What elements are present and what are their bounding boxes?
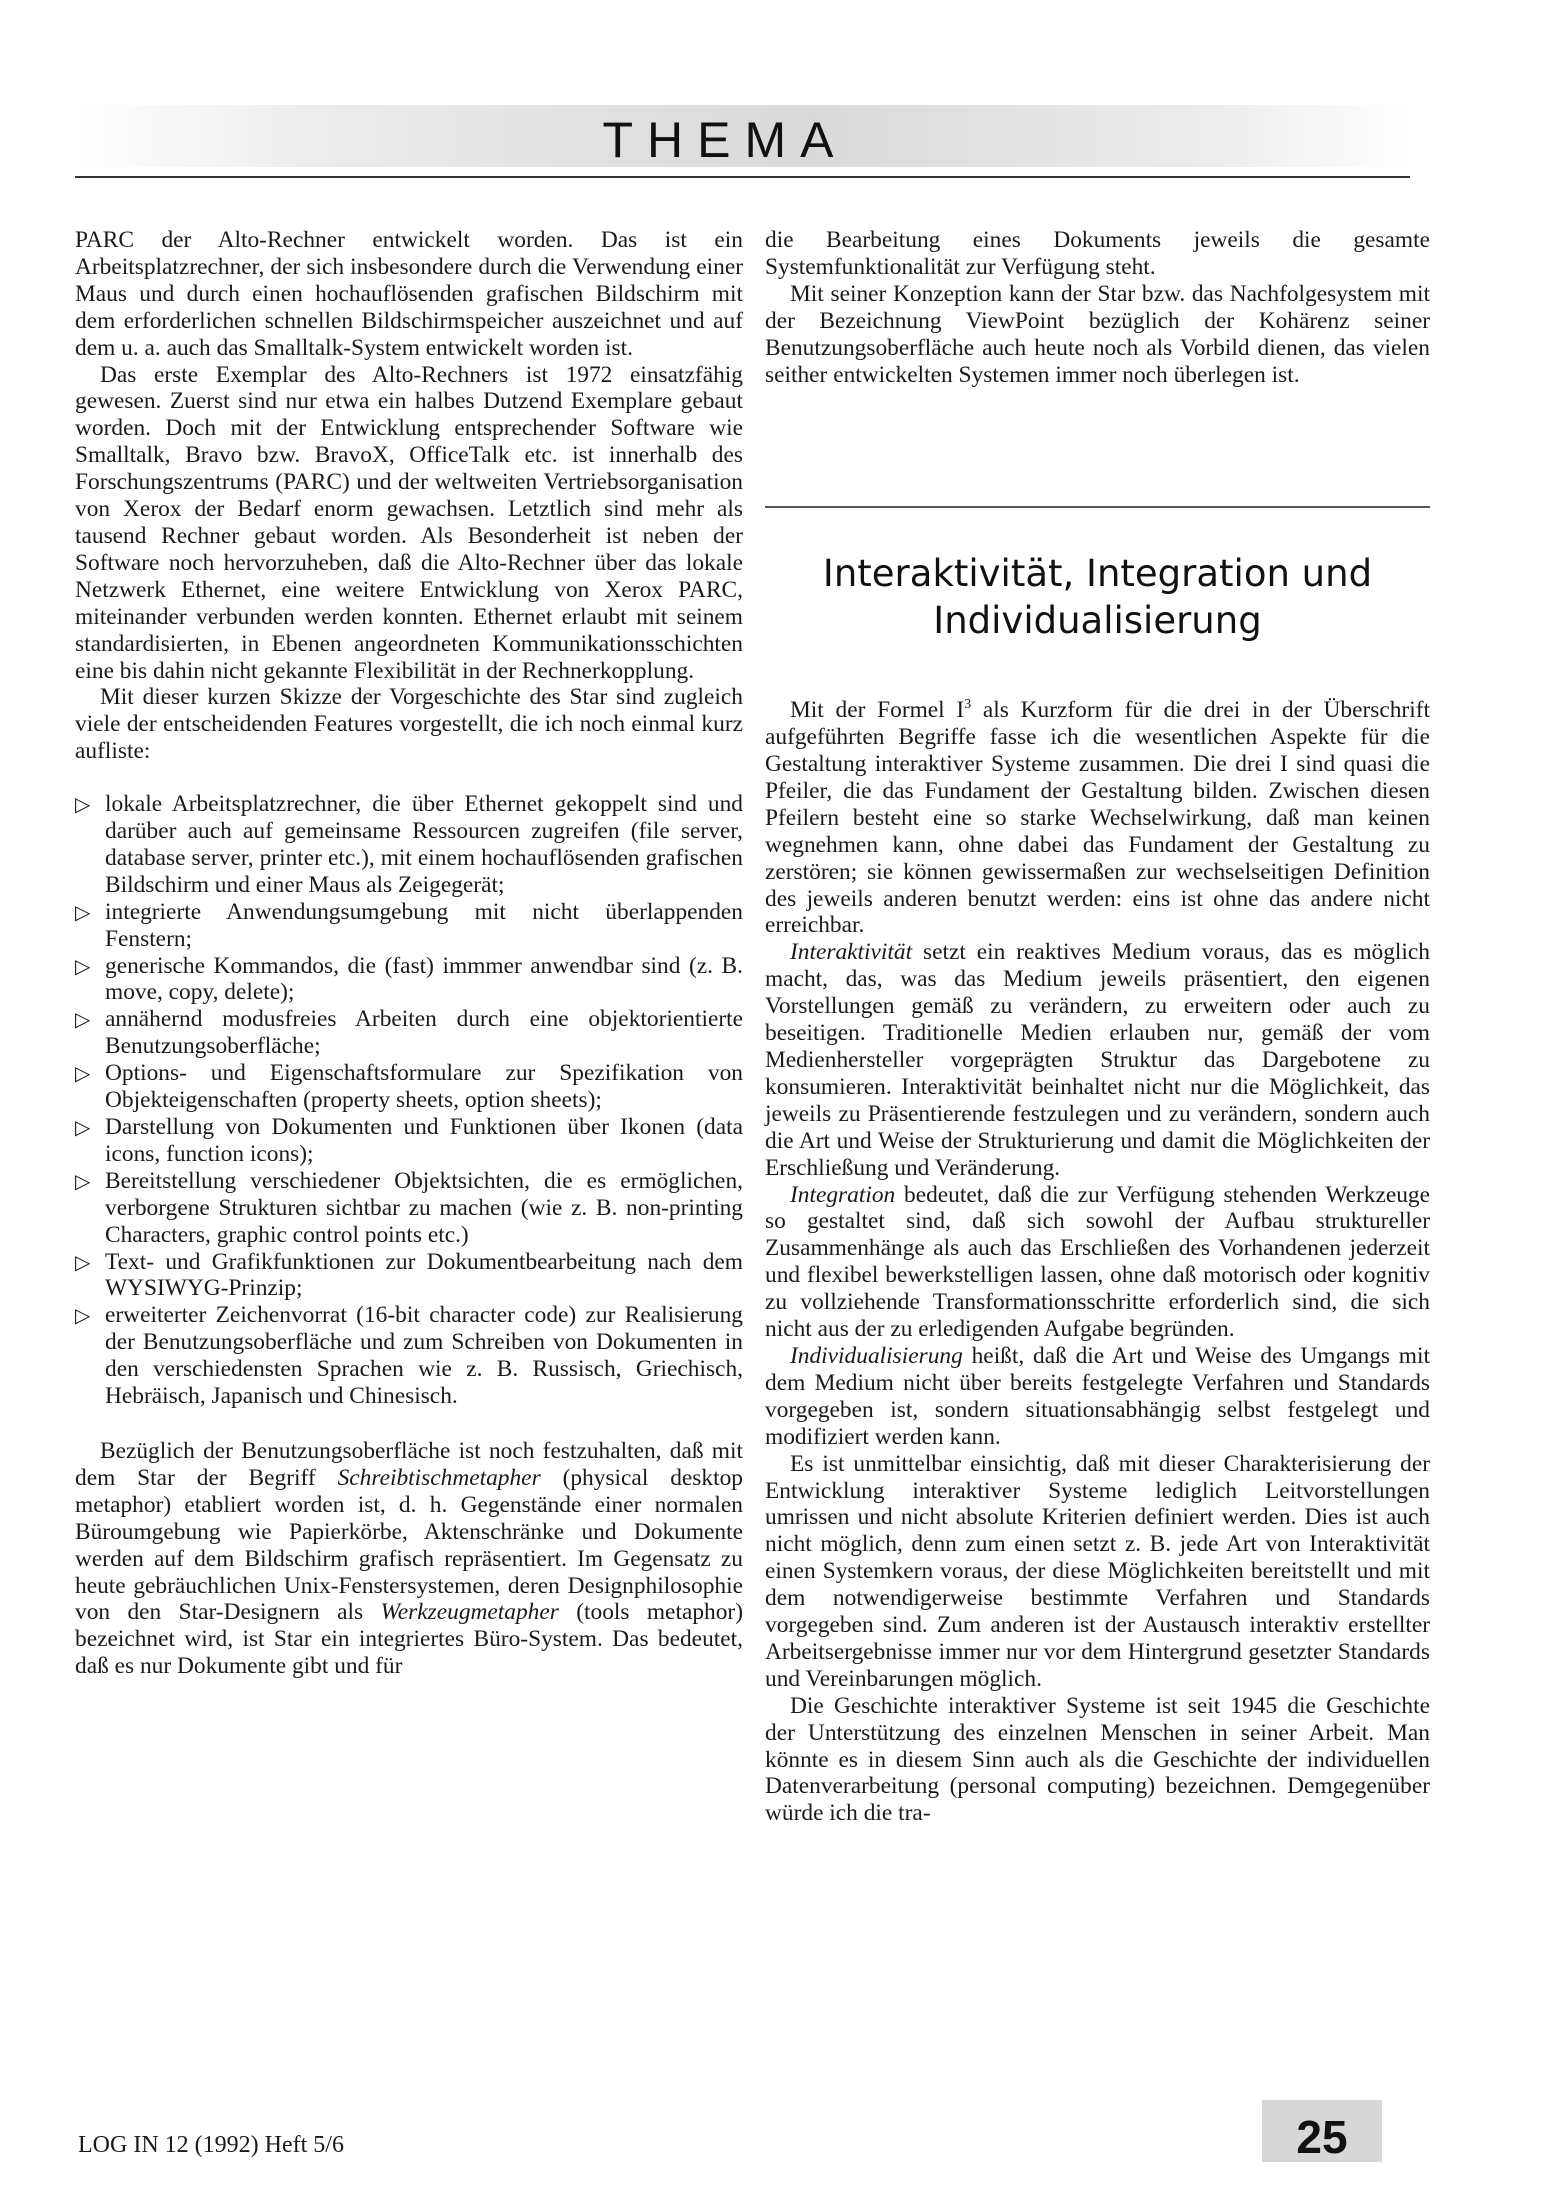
triangle-bullet-icon: ▷ — [75, 1007, 91, 1032]
list-item — [75, 791, 743, 899]
feature-list — [75, 791, 743, 1410]
journal-footer: LOG IN 12 (1992) Heft 5/6 — [78, 2132, 344, 2158]
paragraph — [75, 362, 743, 685]
list-item-text: erweiterter Zeichenvorrat (16-bit character code) zur Realisierung der Benutzungsoberfläche und zum Schreiben von Dokumenten in den verschiedensten Sprachen wie z. B. Russisch, Griechisch, Hebräisch, Japanisch und Chinesisch. — [105, 1302, 743, 1410]
list-item-text: Darstellung von Dokumenten und Funktionen über Ikonen (data icons, function icons); — [105, 1114, 743, 1167]
text: setzt ein reaktives Medium voraus, das es möglich macht, das, was das Medium jeweils präsentiert, den eigenen Vorstellungen gemäß zu verändern, zu erweitern oder auch zu beseitigen. Traditionelle Medien erlauben nur, gemäß der vom Medienhersteller vorgeprägten Struktur das Dargebotene zu konsumieren. Interaktivität beinhaltet nicht nur die Möglichkeit, das jeweils zu Präsentierende festzulegen und zu verändern, sondern auch die Art und Weise der Strukturierung und damit die Möglichkeiten der Erschließung und Veränderung. — [765, 939, 1430, 1181]
list-item-text: Text- und Grafikfunktionen zur Dokumentbearbeitung nach dem WYSIWYG-Prinzip; — [105, 1248, 743, 1302]
text: bedeutet, daß die zur Verfügung stehenden Werkzeuge so gestaltet sind, daß sich sowohl der Aufbau struktureller Zusammenhänge als auch das Erschließen des Vorhandenen jederzeit und flexibel bewerkstelligen lassen, ohne daß motorisch oder kognitiv zu vollziehende Transformationsschritte erforderlich sind, die sich nicht aus der zu erledigenden Aufgabe begründen. — [765, 1181, 1430, 1343]
text: PARC der Alto-Rechner entwickelt worden. Das ist ein Arbeitsplatzrechner, der sich insbesondere durch die Verwendung einer Maus und durch einen hochauflösenden grafischen Bildschirm mit dem erforderlichen schnellen Bildschirmspeicher auszeichnet und auf dem u. a. auch das Smalltalk-System entwickelt worden ist. — [75, 227, 743, 361]
paragraph — [765, 1693, 1430, 1828]
triangle-bullet-icon: ▷ — [75, 1115, 91, 1139]
text: Bezüglich der Benutzungsoberfläche ist noch festzuhalten, daß mit dem Star der Begriff — [75, 1437, 743, 1491]
term-integration: Integration — [790, 1181, 896, 1208]
list-item — [75, 899, 743, 953]
term-desktop-metaphor: Schreibtischmetapher — [337, 1464, 541, 1491]
triangle-bullet-icon: ▷ — [75, 1061, 91, 1086]
paragraph — [765, 1451, 1430, 1693]
paragraph — [765, 692, 1430, 939]
list-item — [75, 1302, 743, 1410]
list-item-text: Options- und Eigenschaftsformulare zur Spezifikation von Objekteigenschaften (property sheets, option sheets); — [105, 1060, 743, 1114]
paragraph — [765, 1343, 1430, 1451]
triangle-bullet-icon: ▷ — [75, 1168, 91, 1193]
paragraph — [75, 684, 743, 765]
text: Das erste Exemplar des Alto-Rechners ist 1972 einsatzfähig gewesen. Zuerst sind nur etwa ein halbes Dutzend Exemplare gebaut worden. Doch mit der Entwicklung entsprechender Software wie Smalltalk, Bravo bzw. BravoX, OfficeTalk etc. ist innerhalb des Forschungszentrums (PARC) und der weltweiten Vertriebsorganisation von Xerox der Bedarf enorm gewachsen. Letztlich sind mehr als tausend Rechner gebaut worden. Als Besonderheit ist neben der Software noch hervorzuheben, daß die Alto-Rechner über das lokale Netzwerk Ethernet, eine weitere Entwicklung von Xerox PARC, miteinander verbunden werden konnten. Ethernet erlaubt mit seinem standardisierten, in Ebenen angeordneten Kommunikationsschichten eine bis dahin nicht gekannte Flexibilität in der Rechnerkopplung. — [75, 361, 743, 684]
header-rule — [75, 176, 1410, 178]
text: Es ist unmittelbar einsichtig, daß mit dieser Charakterisierung der Entwicklung interaktiver Systeme lediglich Leitvorstellungen umrissen und nicht absolute Kriterien definiert werden. Dies ist auch nicht möglich, denn zum einen setzt z. B. jede Art von Interaktivität einen Systemkern voraus, der diese Möglichkeiten bereitstellt und mit dem notwendigerweise bestimmte Verfahren und Standards vorgegeben sind. Zum anderen ist der Austausch interaktiv erstellter Arbeitsergebnisse immer nur vor dem Hintergrund gesetzter Standards und Vereinbarungen möglich. — [765, 1450, 1430, 1692]
term-tools-metaphor: Werkzeugmetapher — [380, 1599, 559, 1626]
list-item-text: integrierte Anwendungsumgebung mit nicht überlappenden Fenstern; — [105, 898, 743, 952]
page-number: 25 — [1296, 2111, 1348, 2163]
paragraph — [765, 227, 1430, 281]
text: Die Geschichte interaktiver Systeme ist seit 1945 die Geschichte der Unterstützung des einzelnen Menschen in seiner Arbeit. Man könnte es in diesem Sinn auch als die Geschichte der individuellen Datenverarbeitung (personal computing) bezeichnen. Demgegenüber würde ich die tra- — [765, 1692, 1430, 1827]
text: Mit dieser kurzen Skizze der Vorgeschichte des Star sind zugleich viele der entscheidenden Features vorgestellt, die ich noch einmal kurz aufliste: — [75, 684, 743, 765]
triangle-bullet-icon: ▷ — [75, 1303, 91, 1328]
list-item — [75, 1060, 743, 1114]
text: (physical desktop metaphor) etabliert worden ist, d. h. Gegenstände einer normalen Büroumgebung wie Papierkörbe, Aktenschränke und Dokumente werden auf dem Bildschirm grafisch repräsentiert. Im Gegensatz zu heute gebräuchlichen Unix-Fenstersystemen, deren Designphilosophie von den Star-Designern als — [75, 1464, 743, 1626]
left-column — [75, 227, 743, 1680]
text: heißt, daß die Art und Weise des Umgangs mit dem Medium nicht über bereits festgelegte Verfahren und Standards vorgegeben ist, sondern situationsabhängig selbst festgelegt und modifiziert werden kann. — [765, 1342, 1430, 1450]
list-item-text: lokale Arbeitsplatzrechner, die über Ethernet gekoppelt sind und darüber auch auf gemeinsame Ressourcen zugreifen (file server, database server, printer etc.), mit einem hochauflösenden grafischen Bildschirm und einer Maus als Zeigegerät; — [105, 791, 743, 898]
triangle-bullet-icon: ▷ — [75, 899, 91, 924]
superscript: 3 — [964, 697, 972, 713]
text: die Bearbeitung eines Dokuments jeweils die gesamte Systemfunktionalität zur Verfügung steht. — [765, 227, 1430, 280]
text: (tools metaphor) bezeichnet wird, ist Star ein integriertes Büro-System. Das bedeutet, daß es nur Dokumente gibt und für — [75, 1599, 743, 1680]
triangle-bullet-icon: ▷ — [75, 953, 91, 978]
list-item — [75, 1006, 743, 1060]
right-column — [765, 227, 1430, 1827]
section-body — [765, 692, 1430, 1827]
paragraph — [75, 227, 743, 362]
section-heading: Interaktivität, Integration und Individualisierung — [822, 552, 1373, 643]
list-item — [75, 1249, 743, 1303]
paragraph — [75, 1438, 743, 1680]
triangle-bullet-icon: ▷ — [75, 792, 91, 817]
list-item — [75, 1114, 743, 1168]
list-item — [75, 1168, 743, 1249]
section-header-title: THEMA — [602, 112, 848, 168]
text: als Kurzform für die drei in der Überschrift aufgeführten Begriffe fasse ich die wesentlichen Aspekte für die Gestaltung interaktiver Systeme zusammen. Die drei I sind quasi die Pfeiler, die das Fundament der Gestaltung bilden. Zwischen diesen Pfeilern besteht eine so starke Wechselwirkung, daß man keinen wegnehmen kann, ohne dabei das Fundament der Gestaltung zu zerstören; sie können gewissermaßen zur wechselseitigen Definition des jeweils anderen benutzt werden: eins ist ohne das andere nicht erreichbar. — [765, 697, 1431, 939]
term-individualisierung: Individualisierung — [790, 1342, 963, 1369]
list-item-text: Bereitstellung verschiedener Objektsichten, die es ermöglichen, verborgene Strukturen sichtbar zu machen (wie z. B. non-printing Characters, graphic control points etc.) — [105, 1167, 743, 1248]
list-item-text: annähernd modusfreies Arbeiten durch eine objektorientierte Benutzungsoberfläche; — [105, 1006, 743, 1060]
triangle-bullet-icon: ▷ — [75, 1249, 91, 1274]
paragraph — [765, 1182, 1430, 1343]
text: Mit seiner Konzeption kann der Star bzw. das Nachfolgesystem mit der Bezeichnung ViewPoint bezüglich der Kohärenz seiner Benutzungsoberfläche auch heute noch als Vorbild dienen, das vielen seither entwickelten Systemen immer noch überlegen ist. — [765, 280, 1430, 388]
text: Mit der Formel I — [790, 697, 965, 724]
paragraph — [765, 939, 1430, 1181]
list-item — [75, 953, 743, 1007]
list-item-text: generische Kommandos, die (fast) immmer anwendbar sind (z. B. move, copy, delete); — [105, 952, 743, 1006]
section-divider — [765, 506, 1430, 508]
paragraph — [765, 281, 1430, 389]
term-interaktivitaet: Interaktivität — [790, 939, 913, 966]
